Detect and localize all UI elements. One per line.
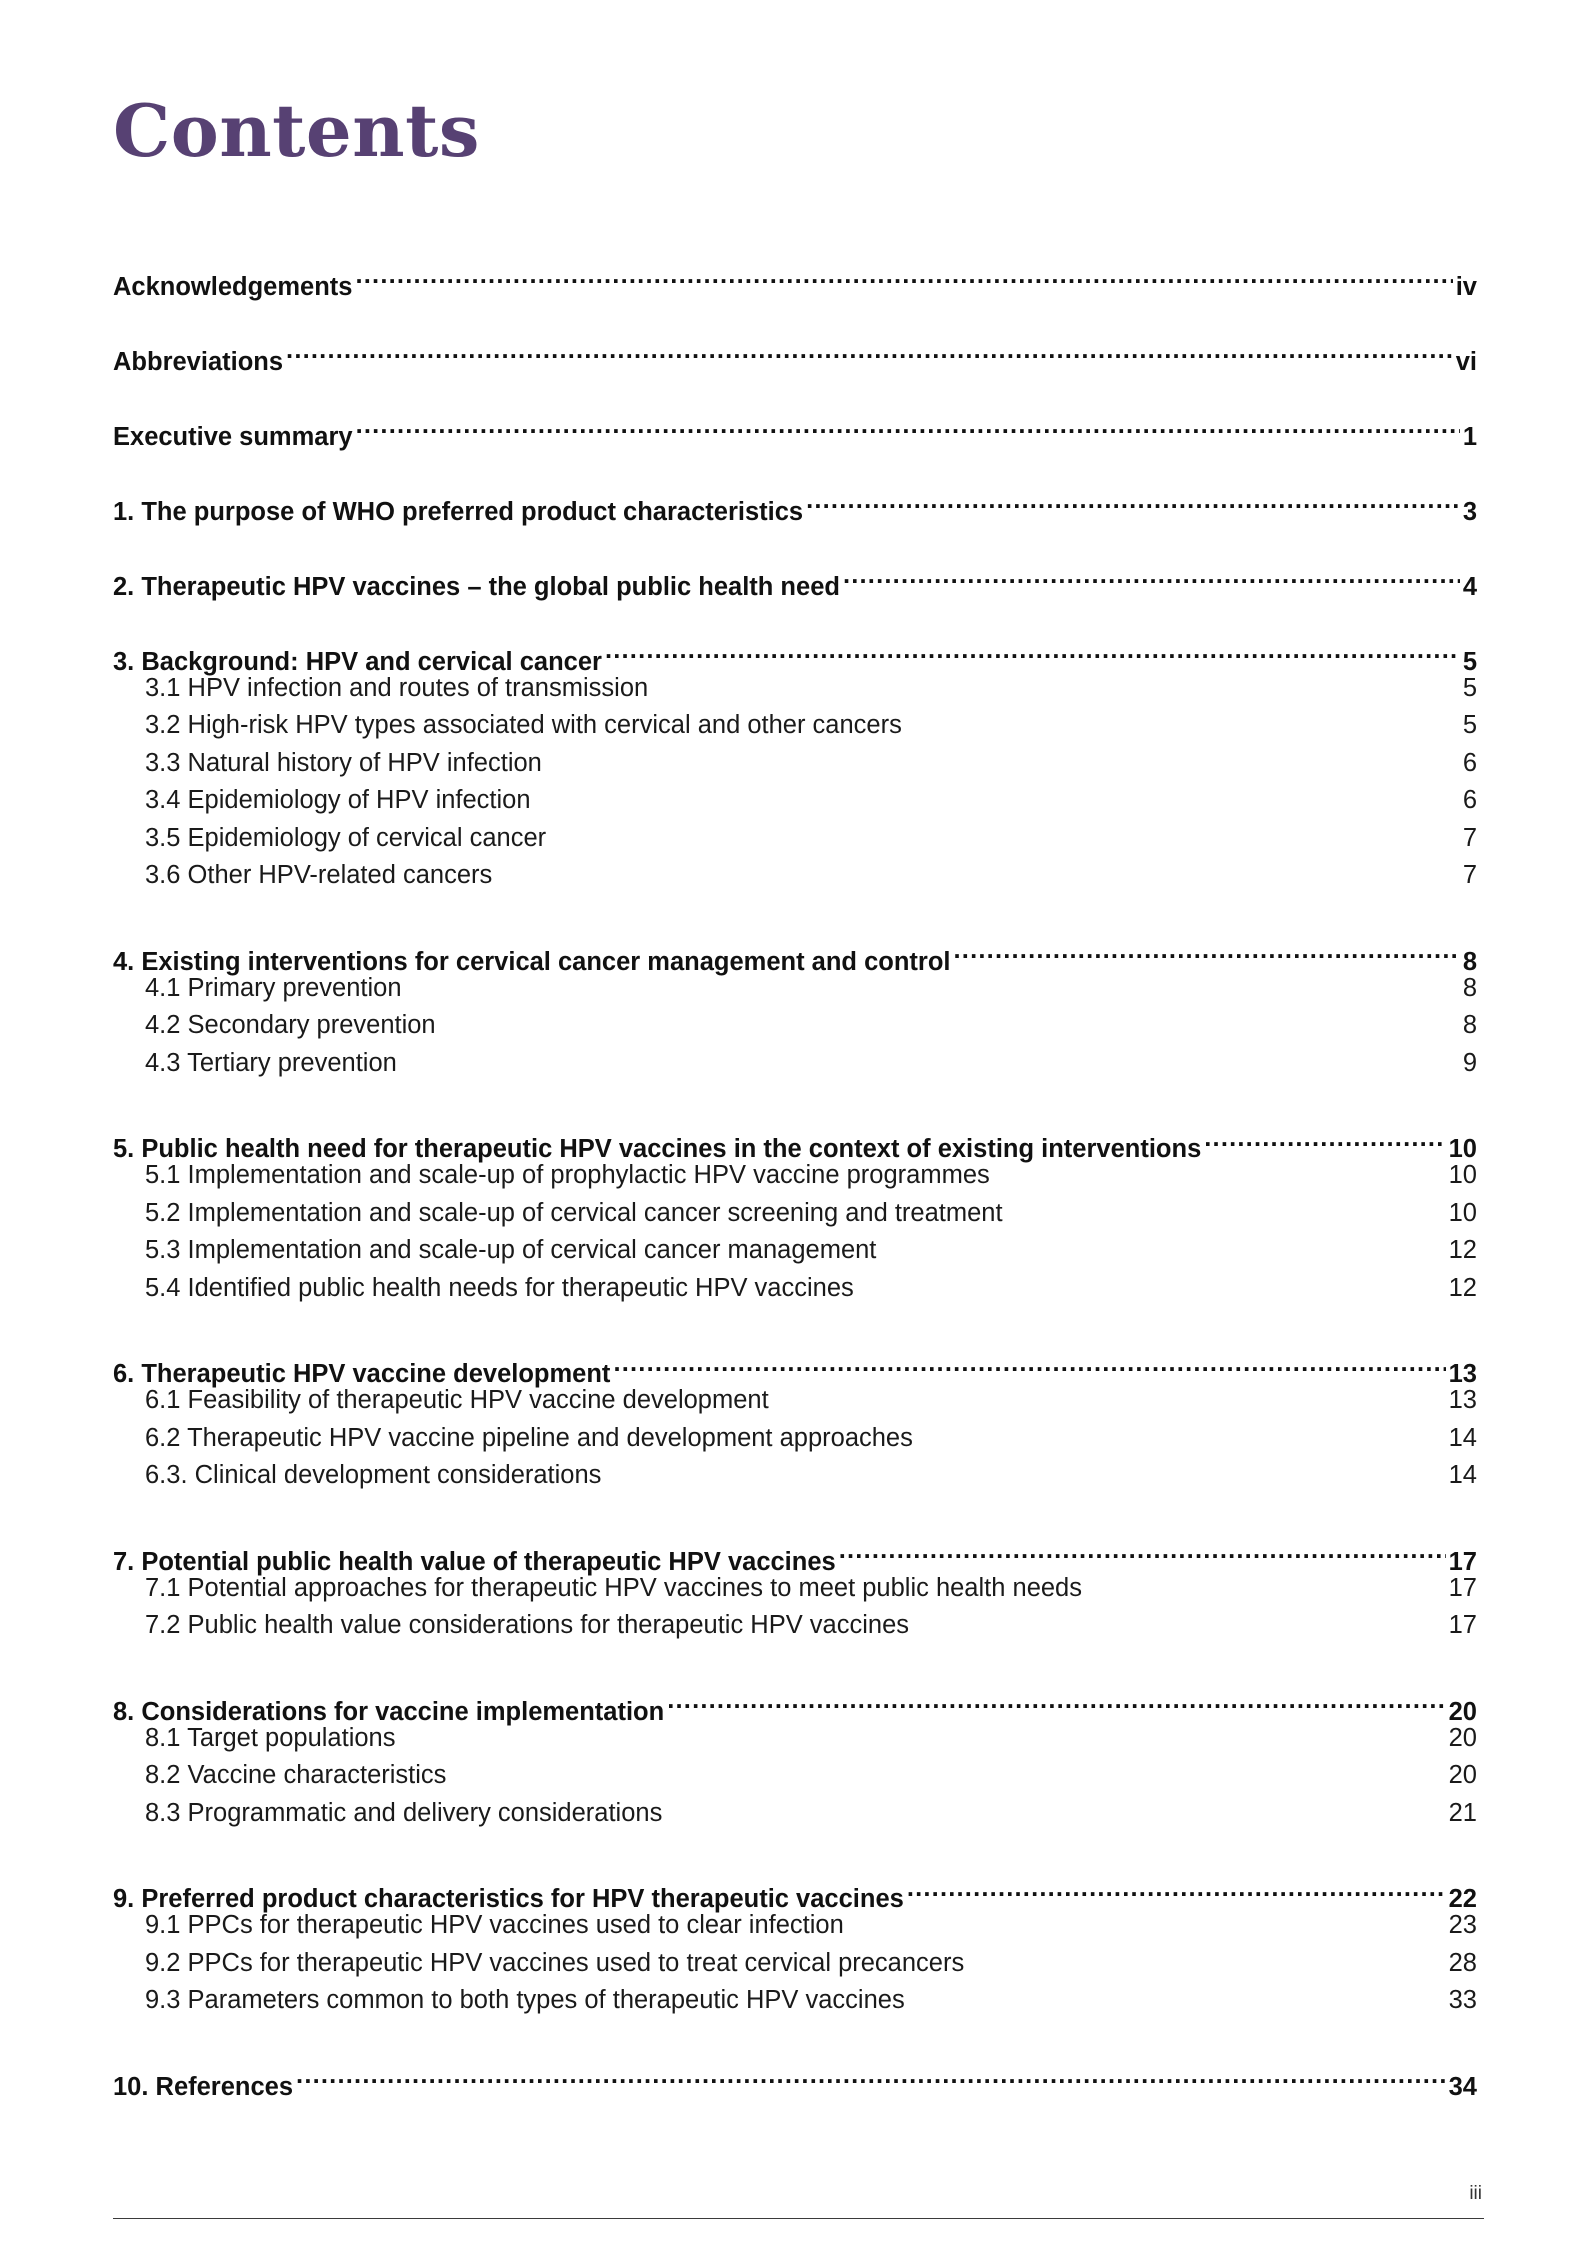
toc-section (113, 1870, 1477, 2020)
dot-leader (954, 932, 1460, 970)
toc-subentry-title: 3.5 Epidemiology of cervical cancer (145, 823, 547, 852)
toc-subentry-page: 21 (1448, 1798, 1477, 1827)
toc-subentry-page: 12 (1448, 1236, 1477, 1264)
toc-entry-page: 5 (1462, 647, 1477, 676)
toc-entry-page: 13 (1448, 1360, 1477, 1388)
toc-subentry[interactable] (113, 745, 1477, 783)
toc-subentry[interactable] (113, 1382, 1477, 1420)
toc-subentry[interactable] (113, 670, 1477, 708)
toc-subentry-page: 28 (1448, 1948, 1477, 1977)
toc-subentry-title: 5.1 Implementation and scale-up of prophylactic HPV vaccine programmes (145, 1161, 990, 1189)
toc-subentry-title: 4.3 Tertiary prevention (145, 1048, 397, 1077)
toc-section (113, 632, 1477, 895)
toc-subentry-page: 7 (1462, 823, 1477, 852)
toc-subentry-page: 23 (1448, 1911, 1477, 1939)
toc-subentry-title: 3.2 High-risk HPV types associated with cervical and other cancers (145, 711, 902, 739)
toc-section (113, 257, 1477, 301)
toc-subentry-title: 9.3 Parameters common to both types of therapeutic HPV vaccines (145, 1986, 905, 2014)
toc-subentry-title: 9.2 PPCs for therapeutic HPV vaccines used to treat cervical precancers (145, 1948, 965, 1977)
toc-subentry-title: 3.3 Natural history of HPV infection (145, 748, 542, 777)
toc-section (113, 1120, 1477, 1308)
toc-subentry-page: 14 (1448, 1423, 1477, 1452)
toc-subentry-title: 9.1 PPCs for therapeutic HPV vaccines used to clear infection (145, 1911, 844, 1939)
toc-subentry-title: 5.3 Implementation and scale-up of cervical cancer management (145, 1236, 877, 1264)
toc-subentry-page: 7 (1462, 861, 1477, 889)
toc-subentry-page: 13 (1448, 1386, 1477, 1414)
toc-subentry-title: 8.3 Programmatic and delivery considerations (145, 1798, 663, 1827)
toc-subentry[interactable] (113, 1007, 1477, 1045)
toc-subentry-title: 3.1 HPV infection and routes of transmission (145, 673, 649, 702)
toc-subentry[interactable] (113, 1457, 1477, 1495)
table-of-contents (113, 257, 1477, 2101)
toc-entry[interactable] (113, 557, 1477, 601)
toc-section (113, 2057, 1477, 2101)
toc-subentry[interactable] (113, 1607, 1477, 1645)
toc-subentry-page: 12 (1448, 1273, 1477, 1302)
toc-entry[interactable] (113, 482, 1477, 526)
toc-entry[interactable] (113, 407, 1477, 451)
dot-leader (839, 1532, 1446, 1570)
toc-subentry-page: 8 (1462, 1011, 1477, 1039)
toc-subentry-title: 4.2 Secondary prevention (145, 1011, 436, 1039)
toc-subentry-page: 10 (1448, 1198, 1477, 1227)
toc-subentry-title: 5.2 Implementation and scale-up of cervical cancer screening and treatment (145, 1198, 1003, 1227)
toc-entry-title: 6. Therapeutic HPV vaccine development (113, 1360, 611, 1388)
dot-leader (907, 1870, 1446, 1908)
toc-entry-title: 2. Therapeutic HPV vaccines – the global public health need (113, 572, 840, 601)
toc-subentry[interactable] (113, 1945, 1477, 1983)
toc-entry-title: 8. Considerations for vaccine implementation (113, 1697, 665, 1726)
toc-entry-title: Abbreviations (113, 347, 284, 376)
toc-section (113, 557, 1477, 601)
dot-leader (843, 557, 1460, 595)
toc-subentry-page: 33 (1448, 1986, 1477, 2014)
toc-subentry[interactable] (113, 1795, 1477, 1833)
toc-subentry[interactable] (113, 970, 1477, 1008)
toc-entry[interactable] (113, 257, 1477, 301)
toc-entry-page: 4 (1462, 572, 1477, 601)
footer-page-number: iii (1469, 2183, 1482, 2204)
toc-entry-title: Executive summary (113, 422, 353, 451)
toc-entry[interactable] (113, 932, 1477, 976)
toc-section (113, 932, 1477, 1082)
toc-subentry-page: 17 (1448, 1573, 1477, 1602)
toc-entry-page: 3 (1462, 497, 1477, 526)
dot-leader (1204, 1120, 1445, 1158)
toc-entry-title: 4. Existing interventions for cervical cancer management and control (113, 947, 951, 976)
toc-entry-page: 17 (1448, 1547, 1477, 1576)
toc-entry-title: 10. References (113, 2072, 294, 2101)
toc-subentry[interactable] (113, 1045, 1477, 1083)
toc-subentry-page: 17 (1448, 1611, 1477, 1639)
toc-subentry[interactable] (113, 1907, 1477, 1945)
toc-subentry-page: 20 (1448, 1761, 1477, 1789)
toc-entry-page: 34 (1448, 2072, 1477, 2101)
toc-subentry-title: 6.3. Clinical development considerations (145, 1461, 602, 1489)
toc-subentry-title: 8.2 Vaccine characteristics (145, 1761, 447, 1789)
toc-subentry[interactable] (113, 820, 1477, 858)
toc-subentry[interactable] (113, 782, 1477, 820)
toc-subentry[interactable] (113, 1982, 1477, 2020)
toc-subentry[interactable] (113, 1720, 1477, 1758)
toc-entry-page: vi (1455, 347, 1477, 376)
toc-section (113, 332, 1477, 376)
dot-leader (667, 1682, 1445, 1720)
toc-subentry-title: 6.2 Therapeutic HPV vaccine pipeline and development approaches (145, 1423, 913, 1452)
toc-subentry-page: 14 (1448, 1461, 1477, 1489)
toc-section (113, 1682, 1477, 1832)
toc-subentry-page: 6 (1462, 748, 1477, 777)
toc-section (113, 407, 1477, 451)
page-title: Contents (113, 88, 480, 173)
dot-leader (356, 407, 1460, 445)
dot-leader (286, 332, 1453, 370)
toc-entry-page: 8 (1462, 947, 1477, 976)
dot-leader (613, 1345, 1445, 1383)
toc-entry[interactable] (113, 1120, 1477, 1163)
dot-leader (605, 632, 1460, 670)
toc-subentry-title: 5.4 Identified public health needs for therapeutic HPV vaccines (145, 1273, 854, 1302)
toc-subentry-page: 5 (1462, 711, 1477, 739)
toc-entry[interactable] (113, 1345, 1477, 1388)
toc-subentry-title: 3.6 Other HPV-related cancers (145, 861, 493, 889)
toc-entry-title: 9. Preferred product characteristics for HPV therapeutic vaccines (113, 1885, 904, 1913)
toc-subentry-page: 5 (1462, 673, 1477, 702)
toc-subentry[interactable] (113, 1232, 1477, 1270)
dot-leader (296, 2057, 1446, 2095)
toc-subentry[interactable] (113, 857, 1477, 895)
toc-entry-page: 1 (1462, 422, 1477, 451)
toc-section (113, 482, 1477, 526)
toc-subentry-page: 8 (1462, 973, 1477, 1002)
toc-subentry-title: 8.1 Target populations (145, 1723, 396, 1752)
toc-subentry-page: 20 (1448, 1723, 1477, 1752)
toc-entry-page: iv (1455, 272, 1477, 301)
toc-subentry-title: 4.1 Primary prevention (145, 973, 402, 1002)
toc-subentry-page: 9 (1462, 1048, 1477, 1077)
toc-subentry-title: 7.1 Potential approaches for therapeutic HPV vaccines to meet public health needs (145, 1573, 1082, 1602)
toc-subentry-page: 6 (1462, 786, 1477, 814)
toc-subentry[interactable] (113, 1570, 1477, 1608)
toc-section (113, 1532, 1477, 1645)
toc-entry[interactable] (113, 332, 1477, 376)
toc-entry-page: 22 (1448, 1885, 1477, 1913)
toc-entry-title: 5. Public health need for therapeutic HPV vaccines in the context of existing interventions (113, 1135, 1202, 1163)
toc-entry-title: 1. The purpose of WHO preferred product characteristics (113, 497, 804, 526)
toc-subentry-title: 6.1 Feasibility of therapeutic HPV vaccine development (145, 1386, 769, 1414)
toc-subentry[interactable] (113, 1195, 1477, 1233)
toc-entry[interactable] (113, 2057, 1477, 2101)
toc-subentry[interactable] (113, 1270, 1477, 1308)
toc-entry[interactable] (113, 1682, 1477, 1726)
toc-subentry[interactable] (113, 707, 1477, 745)
dot-leader (355, 257, 1452, 295)
dot-leader (806, 482, 1460, 520)
toc-entry-title: Acknowledgements (113, 272, 353, 301)
toc-section (113, 1345, 1477, 1495)
toc-entry-title: 7. Potential public health value of therapeutic HPV vaccines (113, 1547, 836, 1576)
toc-entry[interactable] (113, 1532, 1477, 1576)
footer-divider (113, 2218, 1484, 2219)
toc-subentry[interactable] (113, 1157, 1477, 1195)
toc-entry[interactable] (113, 1870, 1477, 1913)
toc-subentry-page: 10 (1448, 1161, 1477, 1189)
toc-entry-page: 20 (1448, 1697, 1477, 1726)
toc-subentry-title: 7.2 Public health value considerations for therapeutic HPV vaccines (145, 1611, 910, 1639)
toc-subentry-title: 3.4 Epidemiology of HPV infection (145, 786, 531, 814)
toc-entry-page: 10 (1448, 1135, 1477, 1163)
toc-subentry[interactable] (113, 1420, 1477, 1458)
toc-subentry[interactable] (113, 1757, 1477, 1795)
toc-entry[interactable] (113, 632, 1477, 676)
toc-entry-title: 3. Background: HPV and cervical cancer (113, 647, 602, 676)
